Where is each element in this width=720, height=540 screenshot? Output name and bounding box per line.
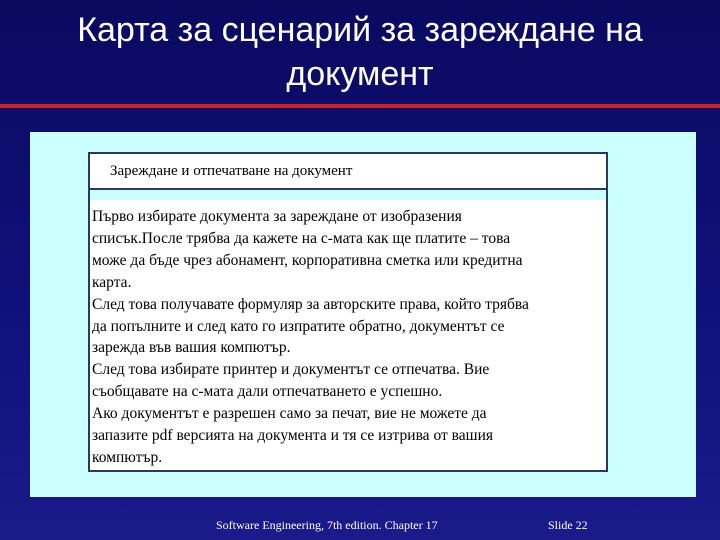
scenario-line: списък.После трябва да кажете на с-мата как ще платите – това (92, 229, 511, 247)
scenario-line: може да бъде чрез абонамент, корпоративна сметка или кредитна (92, 251, 523, 269)
footer-source: Software Engineering, 7th edition. Chapter 17 (216, 518, 438, 532)
slide-title-line-1: Карта за сценарий за зареждане на (77, 11, 643, 49)
scenario-card-body (90, 206, 606, 469)
scenario-line: запазите pdf версията на документа и тя се изтрива от вашия (92, 427, 493, 445)
scenario-card-title: Зареждане и отпечатване на документ (110, 163, 353, 179)
scenario-line: Ако документът е разрешен само за печат, вие не можете да (92, 405, 487, 423)
scenario-card (88, 152, 608, 472)
scenario-line: зарежда във вашия компютър. (92, 339, 291, 357)
scenario-line: да попълните и след като го изпратите обратно, документът се (92, 317, 505, 335)
slide-title (20, 8, 700, 96)
title-divider (0, 104, 720, 108)
scenario-line: компютър. (92, 448, 163, 466)
scenario-line: Първо избирате документа за зареждане от изобразения (92, 208, 462, 225)
scenario-line: съобщавате на с-мата дали отпечатването е успешно. (92, 383, 443, 401)
scenario-card-header (90, 154, 606, 190)
scenario-card-gap (90, 190, 606, 200)
scenario-line: След това избирате принтер и документът се отпечатва. Вие (92, 361, 490, 379)
scenario-line: След това получавате формуляр за авторските права, който трябва (92, 295, 529, 313)
slide-title-line-2: документ (286, 55, 434, 93)
footer-slide-number: Slide 22 (548, 518, 588, 532)
scenario-line: карта. (92, 273, 132, 291)
